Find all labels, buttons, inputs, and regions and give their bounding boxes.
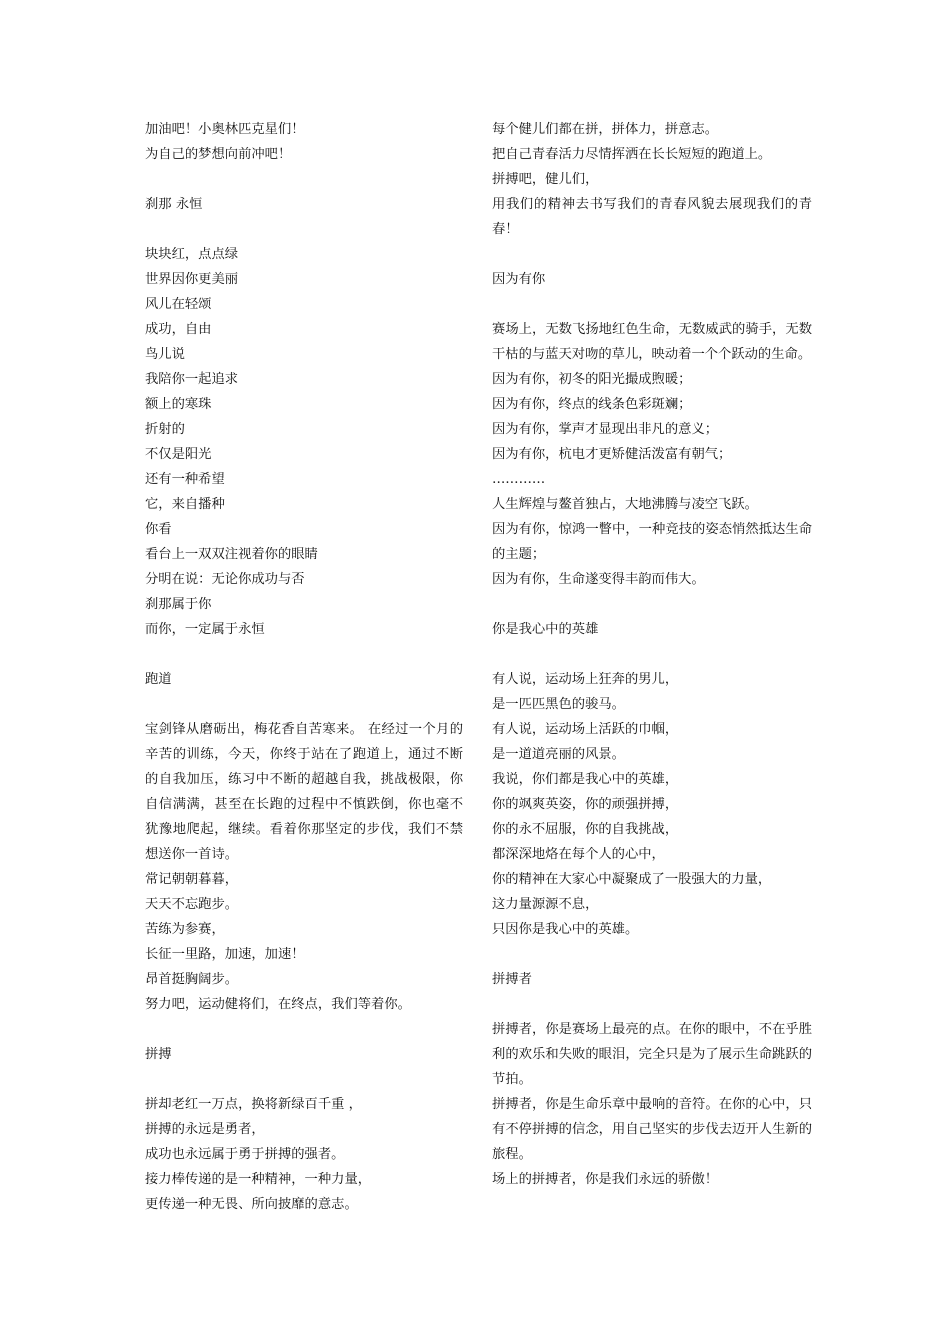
text-line: 人生辉煌与鳌首独占，大地沸腾与凌空飞跃。 [492, 497, 758, 512]
text-line: 鸟儿说 [145, 347, 185, 362]
blank-line [492, 592, 812, 617]
text-paragraph: 赛场上，无数飞扬地红色生命，无数威武的骑手，无数干枯的与蓝天对吻的草儿，映动着一个个跃动的生命。 [492, 322, 812, 362]
poem-title: 你是我心中的英雄 [492, 622, 599, 637]
text-line: 而你，一定属于永恒 [145, 622, 265, 637]
text-line: 它，来自播种 [145, 497, 225, 512]
blank-line [145, 167, 463, 192]
text-line: ………… [492, 472, 546, 487]
text-line: 是一道道亮丽的风景。 [492, 747, 625, 762]
text-line: 每个健儿们都在拼，拼体力，拼意志。 [492, 122, 719, 137]
text-line: 折射的 [145, 422, 185, 437]
text-line: 天天不忘跑步。 [145, 897, 239, 912]
text-line: 看台上一双双注视着你的眼睛 [145, 547, 318, 562]
text-line: 还有一种希望 [145, 472, 225, 487]
poem-title: 因为有你 [492, 272, 546, 287]
text-line: 长征一里路，加速，加速！ [145, 947, 305, 962]
text-line: 都深深地烙在每个人的心中， [492, 847, 665, 862]
text-line: 我说，你们都是我心中的英雄， [492, 772, 679, 787]
blank-line [492, 242, 812, 267]
text-line: 有人说，运动场上狂奔的男儿， [492, 672, 679, 687]
blank-line [492, 992, 812, 1017]
text-line: 分明在说：无论你成功与否 [145, 572, 305, 587]
text-line: 不仅是阳光 [145, 447, 212, 462]
text-line: 刹那属于你 [145, 597, 212, 612]
blank-line [145, 217, 463, 242]
text-line: 风儿在轻颂 [145, 297, 212, 312]
blank-line [492, 942, 812, 967]
text-line: 世界因你更美丽 [145, 272, 239, 287]
text-paragraph: 用我们的精神去书写我们的青春风貌去展现我们的青春！ [492, 197, 812, 237]
text-line: 接力棒传递的是一种精神，一种力量， [145, 1172, 372, 1187]
text-line: 额上的寒珠 [145, 397, 212, 412]
text-line: 因为有你，初冬的阳光撮成煦暖； [492, 372, 692, 387]
text-paragraph: 因为有你，惊鸿一瞥中，一种竞技的姿态悄然抵达生命的主题； [492, 522, 812, 562]
text-paragraph: 宝剑锋从磨砺出，梅花香自苦寒来。 在经过一个月的辛苦的训练，今天，你终于站在了跑道上，通过不断的自我加压，练习中不断的超越自我，挑战极限，你自信满满，甚至在长跑的过程中不慎跌倒，你也毫不犹豫地爬起，继续。看着你那坚定的步伐，我们不禁想送你一首诗。 [145, 722, 463, 862]
text-paragraph: 拼搏者，你是生命乐章中最响的音符。在你的心中，只有不停拼搏的信念，用自己坚实的步伐去迈开人生新的旅程。 [492, 1097, 812, 1162]
text-line: 更传递一种无畏、所向披靡的意志。 [145, 1197, 358, 1212]
text-line: 块块红，点点绿 [145, 247, 239, 262]
poem-title: 拼搏者 [492, 972, 532, 987]
blank-line [145, 642, 463, 667]
text-line: 加油吧！小奥林匹克星们！ [145, 122, 305, 137]
text-line: 我陪你一起追求 [145, 372, 239, 387]
text-line: 你看 [145, 522, 172, 537]
text-line: 有人说，运动场上活跃的巾帼， [492, 722, 679, 737]
blank-line [145, 692, 463, 717]
text-line: 成功，自由 [145, 322, 212, 337]
text-line: 昂首挺胸阔步。 [145, 972, 239, 987]
poem-title: 跑道 [145, 672, 172, 687]
blank-line [145, 1067, 463, 1092]
text-line: 拼搏吧，健儿们， [492, 172, 599, 187]
right-column [492, 117, 812, 1192]
text-line: 常记朝朝暮暮， [145, 872, 239, 887]
text-line: 因为有你，终点的线条色彩斑斓； [492, 397, 692, 412]
text-line: 是一匹匹黑色的骏马。 [492, 697, 625, 712]
text-line: 因为有你，生命遂变得丰韵而伟大。 [492, 572, 705, 587]
left-column [145, 117, 463, 1217]
text-line: 场上的拼搏者，你是我们永远的骄傲！ [492, 1172, 719, 1187]
text-line: 苦练为参赛， [145, 922, 225, 937]
text-line: 你的精神在大家心中凝聚成了一股强大的力量， [492, 872, 772, 887]
text-line: 你的飒爽英姿，你的顽强拼搏， [492, 797, 679, 812]
text-line: 你的永不屈服，你的自我挑战， [492, 822, 679, 837]
blank-line [145, 1017, 463, 1042]
text-line: 只因你是我心中的英雄。 [492, 922, 639, 937]
blank-line [492, 642, 812, 667]
blank-line [492, 292, 812, 317]
text-paragraph: 拼搏者，你是赛场上最亮的点。在你的眼中，不在乎胜利的欢乐和失败的眼泪，完全只是为了展示生命跳跃的节拍。 [492, 1022, 812, 1087]
text-line: 把自己青春活力尽情挥洒在长长短短的跑道上。 [492, 147, 772, 162]
text-line: 因为有你，杭电才更矫健活泼富有朝气； [492, 447, 732, 462]
poem-title: 刹那 永恒 [145, 197, 203, 212]
text-line: 拼搏的永远是勇者， [145, 1122, 265, 1137]
text-line: 努力吧，运动健将们，在终点，我们等着你。 [145, 997, 411, 1012]
poem-title: 拼搏 [145, 1047, 172, 1062]
text-line: 因为有你，掌声才显现出非凡的意义； [492, 422, 719, 437]
text-line: 这力量源源不息， [492, 897, 599, 912]
text-line: 成功也永远属于勇于拼搏的强者。 [145, 1147, 345, 1162]
text-line: 为自己的梦想向前冲吧！ [145, 147, 292, 162]
text-line: 拼却老红一万点，换将新绿百千重 ， [145, 1097, 362, 1112]
